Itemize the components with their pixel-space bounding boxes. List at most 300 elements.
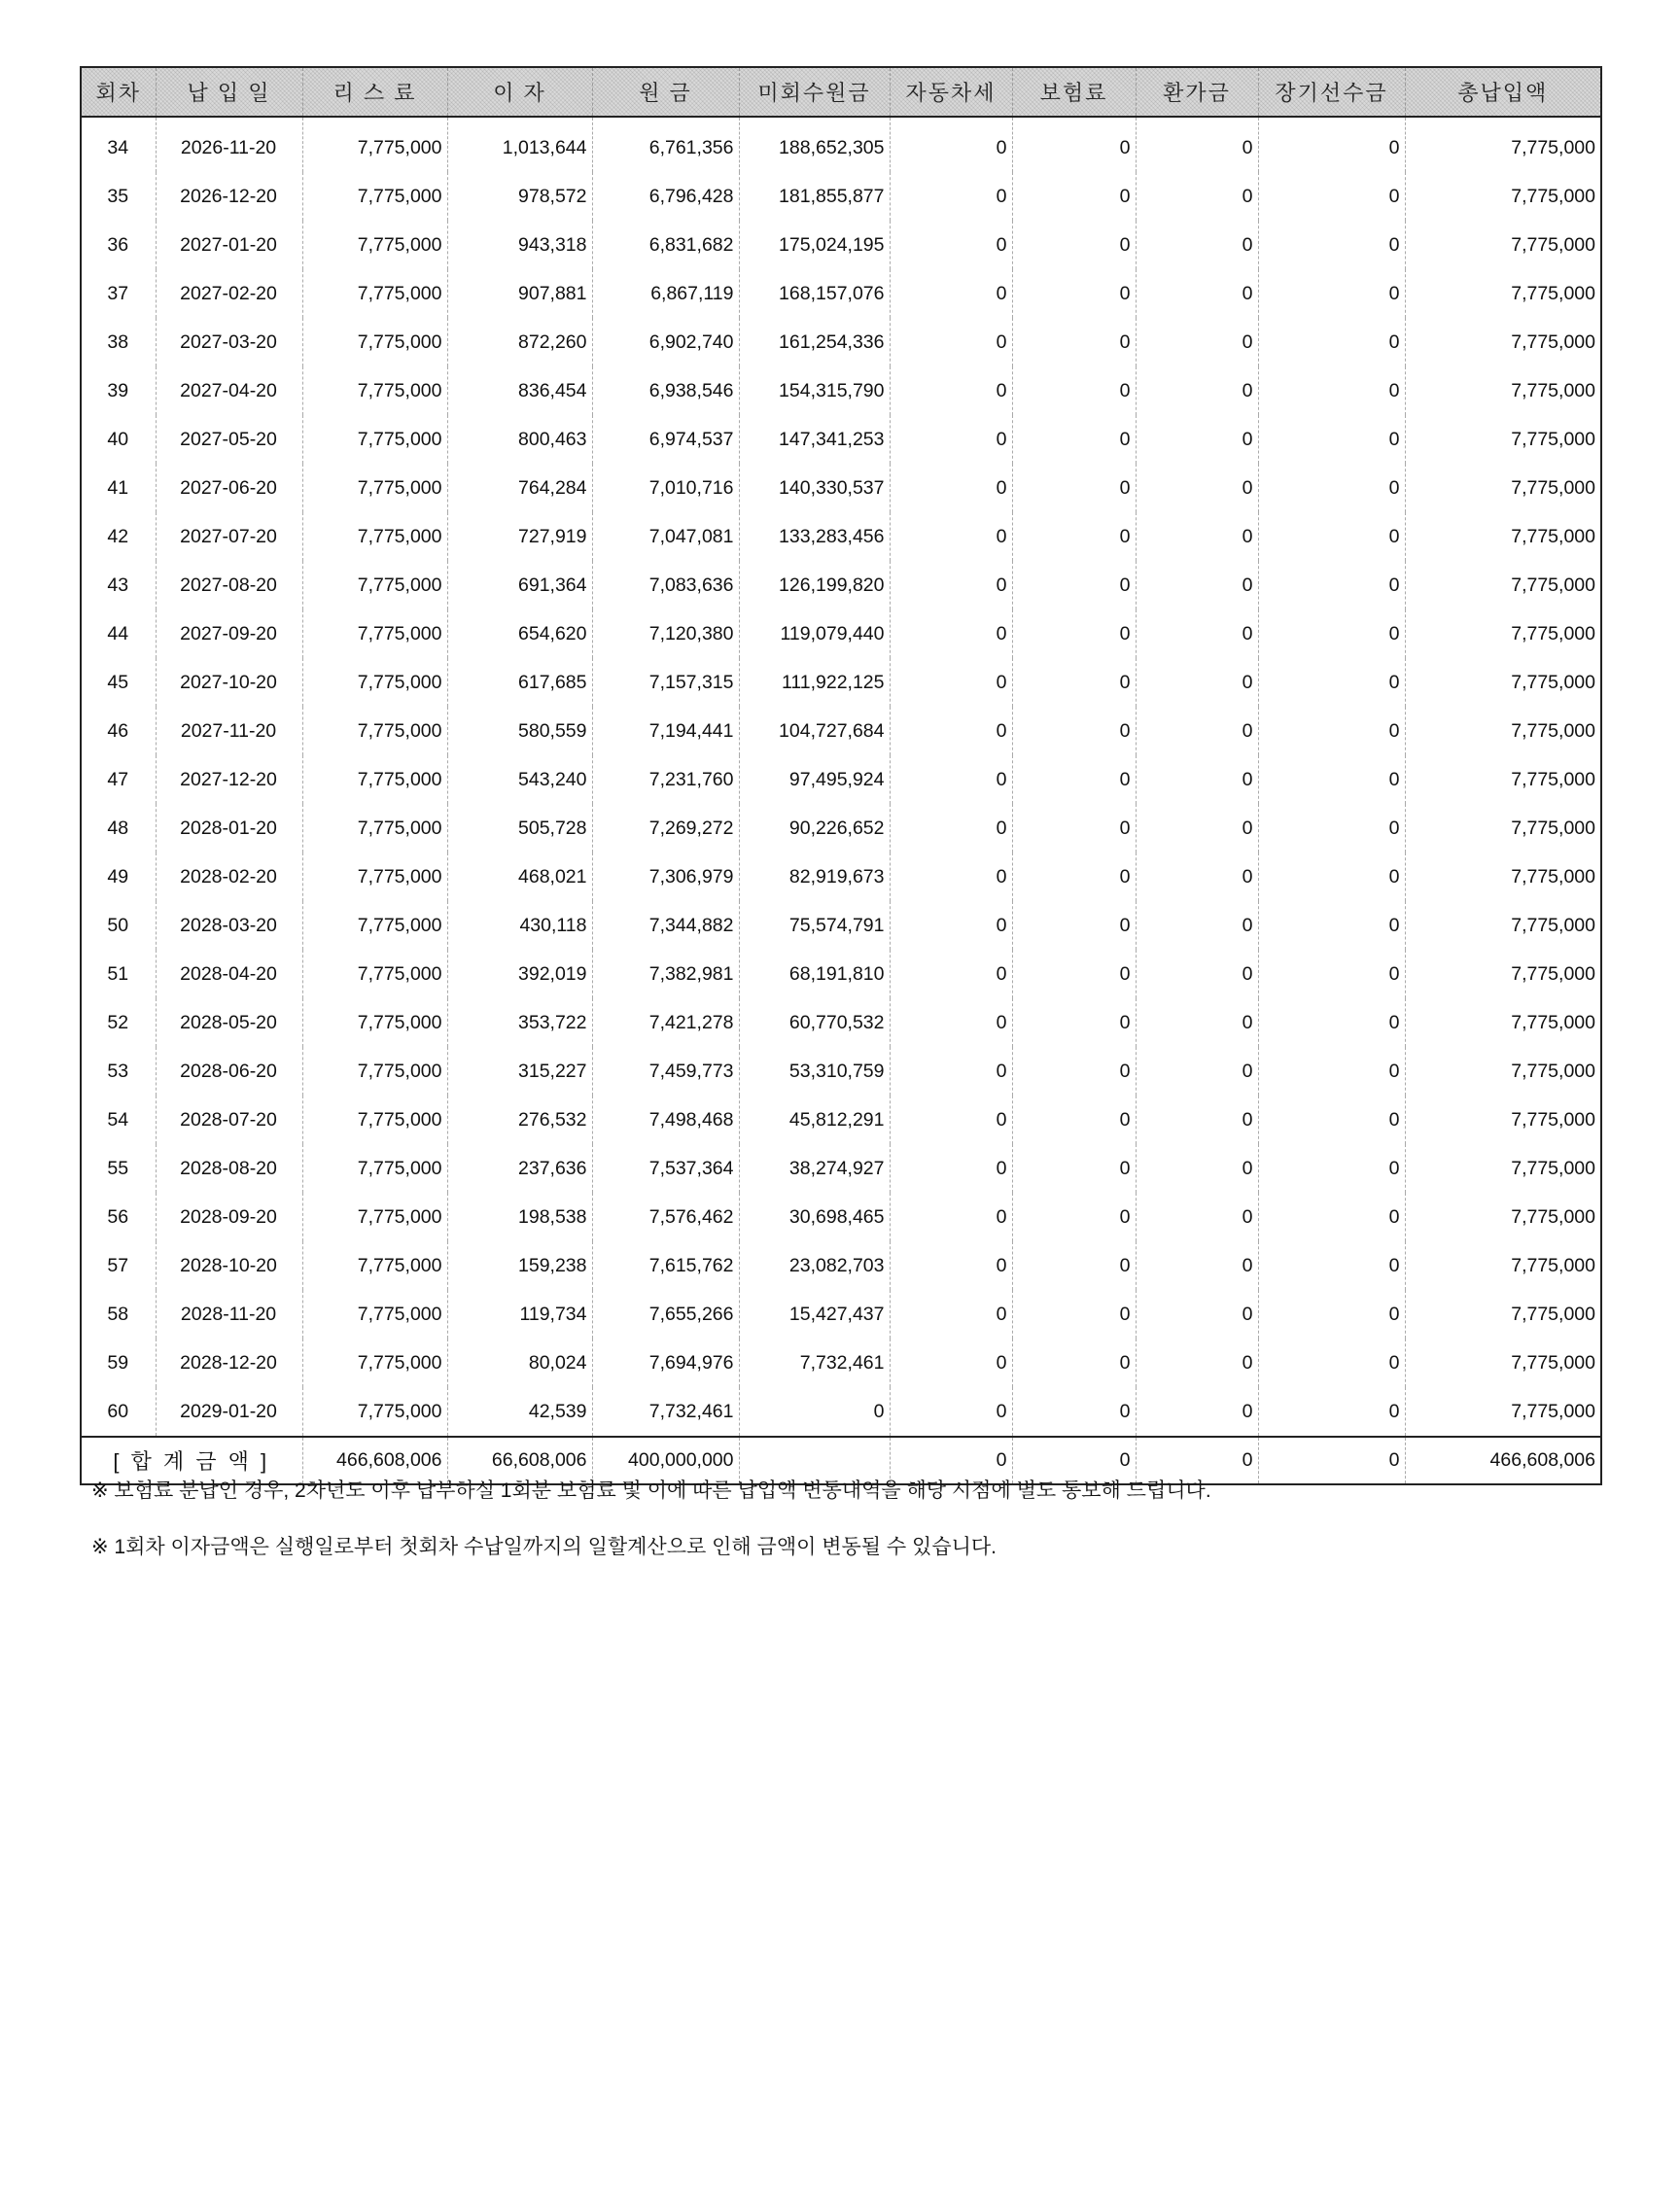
cell-car-tax: 0 — [890, 318, 1012, 366]
cell-conversion: 0 — [1136, 707, 1258, 755]
cell-payment-date: 2029-01-20 — [156, 1387, 302, 1437]
cell-insurance: 0 — [1012, 1290, 1136, 1339]
table-row — [81, 950, 1601, 998]
cell-total-payment: 7,775,000 — [1405, 1193, 1601, 1241]
cell-lease-fee: 7,775,000 — [302, 804, 447, 853]
table-row — [81, 707, 1601, 755]
total-payment-sum: 466,608,006 — [1405, 1437, 1601, 1484]
cell-installment: 34 — [107, 136, 129, 158]
cell-conversion: 0 — [1136, 901, 1258, 950]
col-header-insurance: 보험료 — [1012, 67, 1136, 117]
cell-conversion: 0 — [1136, 804, 1258, 853]
cell-insurance: 0 — [1012, 707, 1136, 755]
cell-insurance: 0 — [1012, 318, 1136, 366]
cell-installment: 35 — [107, 185, 129, 207]
table-row — [81, 172, 1601, 221]
cell-outstanding-principal: 168,157,076 — [739, 269, 890, 318]
cell-insurance: 0 — [1012, 464, 1136, 512]
cell-car-tax: 0 — [890, 1387, 1012, 1437]
cell-outstanding-principal: 97,495,924 — [739, 755, 890, 804]
cell-car-tax: 0 — [890, 512, 1012, 561]
cell-lease-fee: 7,775,000 — [302, 707, 447, 755]
cell-installment: 53 — [107, 1060, 129, 1082]
cell-interest: 80,024 — [447, 1339, 592, 1387]
col-header-car-tax: 자동차세 — [890, 67, 1012, 117]
cell-conversion: 0 — [1136, 512, 1258, 561]
cell-outstanding-principal: 126,199,820 — [739, 561, 890, 609]
cell-installment: 59 — [107, 1351, 129, 1374]
cell-insurance: 0 — [1012, 1339, 1136, 1387]
col-header-long-term-advance: 장기선수금 — [1258, 67, 1405, 117]
table-row — [81, 1387, 1601, 1437]
col-header-total-payment: 총납입액 — [1405, 67, 1601, 117]
cell-long-term-advance: 0 — [1258, 1241, 1405, 1290]
cell-insurance: 0 — [1012, 804, 1136, 853]
cell-interest: 872,260 — [447, 318, 592, 366]
cell-car-tax: 0 — [890, 755, 1012, 804]
total-interest: 66,608,006 — [447, 1437, 592, 1484]
cell-installment: 47 — [107, 768, 129, 790]
cell-payment-date: 2027-03-20 — [156, 318, 302, 366]
cell-outstanding-principal: 181,855,877 — [739, 172, 890, 221]
cell-interest: 943,318 — [447, 221, 592, 269]
cell-principal: 7,694,976 — [592, 1339, 739, 1387]
cell-installment: 37 — [107, 282, 129, 304]
cell-installment: 43 — [107, 574, 129, 596]
cell-payment-date: 2028-10-20 — [156, 1241, 302, 1290]
cell-payment-date: 2028-05-20 — [156, 998, 302, 1047]
cell-insurance: 0 — [1012, 512, 1136, 561]
cell-lease-fee: 7,775,000 — [302, 658, 447, 707]
cell-interest: 119,734 — [447, 1290, 592, 1339]
cell-principal: 7,120,380 — [592, 609, 739, 658]
cell-installment: 40 — [107, 428, 129, 450]
cell-interest: 580,559 — [447, 707, 592, 755]
cell-conversion: 0 — [1136, 1387, 1258, 1437]
cell-long-term-advance: 0 — [1258, 1144, 1405, 1193]
col-header-lease-fee: 리 스 료 — [302, 67, 447, 117]
table-row — [81, 1339, 1601, 1387]
cell-interest: 353,722 — [447, 998, 592, 1047]
cell-car-tax: 0 — [890, 804, 1012, 853]
table-row — [81, 1241, 1601, 1290]
cell-principal: 6,938,546 — [592, 366, 739, 415]
col-header-outstanding-principal: 미회수원금 — [739, 67, 890, 117]
cell-conversion: 0 — [1136, 1096, 1258, 1144]
cell-insurance: 0 — [1012, 658, 1136, 707]
cell-long-term-advance: 0 — [1258, 755, 1405, 804]
cell-car-tax: 0 — [890, 658, 1012, 707]
cell-long-term-advance: 0 — [1258, 1047, 1405, 1096]
cell-payment-date: 2027-04-20 — [156, 366, 302, 415]
cell-total-payment: 7,775,000 — [1405, 512, 1601, 561]
cell-principal: 6,796,428 — [592, 172, 739, 221]
cell-total-payment: 7,775,000 — [1405, 1144, 1601, 1193]
payment-schedule-table — [80, 66, 1602, 1485]
total-principal: 400,000,000 — [592, 1437, 739, 1484]
cell-car-tax: 0 — [890, 1096, 1012, 1144]
cell-payment-date: 2027-11-20 — [156, 707, 302, 755]
cell-insurance: 0 — [1012, 415, 1136, 464]
cell-lease-fee: 7,775,000 — [302, 1193, 447, 1241]
cell-car-tax: 0 — [890, 1144, 1012, 1193]
cell-long-term-advance: 0 — [1258, 707, 1405, 755]
cell-outstanding-principal: 82,919,673 — [739, 853, 890, 901]
table-row — [81, 221, 1601, 269]
cell-principal: 7,421,278 — [592, 998, 739, 1047]
cell-outstanding-principal: 111,922,125 — [739, 658, 890, 707]
cell-installment: 36 — [107, 233, 129, 256]
cell-outstanding-principal: 38,274,927 — [739, 1144, 890, 1193]
table-row — [81, 415, 1601, 464]
cell-outstanding-principal: 7,732,461 — [739, 1339, 890, 1387]
cell-installment: 39 — [107, 379, 129, 401]
col-header-conversion: 환가금 — [1136, 67, 1258, 117]
cell-lease-fee: 7,775,000 — [302, 1047, 447, 1096]
cell-interest: 42,539 — [447, 1387, 592, 1437]
cell-car-tax: 0 — [890, 853, 1012, 901]
cell-installment: 57 — [107, 1254, 129, 1276]
cell-total-payment: 7,775,000 — [1405, 1339, 1601, 1387]
table-row — [81, 1290, 1601, 1339]
cell-car-tax: 0 — [890, 172, 1012, 221]
cell-payment-date: 2027-02-20 — [156, 269, 302, 318]
cell-long-term-advance: 0 — [1258, 1387, 1405, 1437]
cell-interest: 907,881 — [447, 269, 592, 318]
cell-installment: 48 — [107, 817, 129, 839]
cell-insurance: 0 — [1012, 269, 1136, 318]
cell-insurance: 0 — [1012, 366, 1136, 415]
cell-total-payment: 7,775,000 — [1405, 366, 1601, 415]
cell-interest: 1,013,644 — [447, 117, 592, 172]
total-label: [ 합 계 금 액 ] — [81, 1437, 302, 1484]
cell-installment: 49 — [107, 865, 129, 888]
cell-interest: 691,364 — [447, 561, 592, 609]
cell-total-payment: 7,775,000 — [1405, 1047, 1601, 1096]
cell-interest: 617,685 — [447, 658, 592, 707]
cell-total-payment: 7,775,000 — [1405, 950, 1601, 998]
cell-total-payment: 7,775,000 — [1405, 561, 1601, 609]
col-header-principal: 원 금 — [592, 67, 739, 117]
cell-lease-fee: 7,775,000 — [302, 609, 447, 658]
cell-conversion: 0 — [1136, 1193, 1258, 1241]
cell-installment: 55 — [107, 1157, 129, 1179]
cell-insurance: 0 — [1012, 853, 1136, 901]
cell-lease-fee: 7,775,000 — [302, 561, 447, 609]
cell-lease-fee: 7,775,000 — [302, 1096, 447, 1144]
cell-interest: 198,538 — [447, 1193, 592, 1241]
cell-long-term-advance: 0 — [1258, 366, 1405, 415]
footnotes — [91, 1477, 1608, 1562]
table-row — [81, 609, 1601, 658]
cell-installment: 41 — [107, 476, 129, 499]
cell-car-tax: 0 — [890, 464, 1012, 512]
table-row — [81, 658, 1601, 707]
header-row — [81, 67, 1601, 117]
cell-conversion: 0 — [1136, 269, 1258, 318]
cell-interest: 505,728 — [447, 804, 592, 853]
cell-lease-fee: 7,775,000 — [302, 1144, 447, 1193]
cell-payment-date: 2028-11-20 — [156, 1290, 302, 1339]
cell-insurance: 0 — [1012, 561, 1136, 609]
cell-total-payment: 7,775,000 — [1405, 1387, 1601, 1437]
cell-interest: 159,238 — [447, 1241, 592, 1290]
cell-lease-fee: 7,775,000 — [302, 366, 447, 415]
cell-installment: 45 — [107, 671, 129, 693]
table-row — [81, 804, 1601, 853]
cell-lease-fee: 7,775,000 — [302, 1339, 447, 1387]
cell-interest: 430,118 — [447, 901, 592, 950]
cell-installment: 60 — [107, 1400, 129, 1422]
cell-payment-date: 2027-07-20 — [156, 512, 302, 561]
cell-insurance: 0 — [1012, 172, 1136, 221]
cell-payment-date: 2028-01-20 — [156, 804, 302, 853]
cell-car-tax: 0 — [890, 1241, 1012, 1290]
cell-car-tax: 0 — [890, 707, 1012, 755]
cell-conversion: 0 — [1136, 1047, 1258, 1096]
total-long-term-advance: 0 — [1258, 1437, 1405, 1484]
cell-lease-fee: 7,775,000 — [302, 1241, 447, 1290]
cell-principal: 6,761,356 — [592, 117, 739, 172]
cell-lease-fee: 7,775,000 — [302, 755, 447, 804]
cell-insurance: 0 — [1012, 1193, 1136, 1241]
cell-principal: 7,537,364 — [592, 1144, 739, 1193]
table-row — [81, 901, 1601, 950]
cell-outstanding-principal: 68,191,810 — [739, 950, 890, 998]
cell-payment-date: 2028-02-20 — [156, 853, 302, 901]
cell-payment-date: 2027-01-20 — [156, 221, 302, 269]
cell-lease-fee: 7,775,000 — [302, 172, 447, 221]
cell-principal: 7,047,081 — [592, 512, 739, 561]
cell-payment-date: 2028-09-20 — [156, 1193, 302, 1241]
table-row — [81, 998, 1601, 1047]
cell-conversion: 0 — [1136, 950, 1258, 998]
cell-insurance: 0 — [1012, 1387, 1136, 1437]
cell-total-payment: 7,775,000 — [1405, 117, 1601, 172]
cell-car-tax: 0 — [890, 901, 1012, 950]
cell-long-term-advance: 0 — [1258, 950, 1405, 998]
cell-long-term-advance: 0 — [1258, 901, 1405, 950]
cell-total-payment: 7,775,000 — [1405, 658, 1601, 707]
cell-installment: 54 — [107, 1108, 129, 1131]
cell-long-term-advance: 0 — [1258, 1339, 1405, 1387]
cell-principal: 7,269,272 — [592, 804, 739, 853]
cell-payment-date: 2028-07-20 — [156, 1096, 302, 1144]
cell-interest: 800,463 — [447, 415, 592, 464]
cell-payment-date: 2026-12-20 — [156, 172, 302, 221]
cell-insurance: 0 — [1012, 755, 1136, 804]
total-lease-fee: 466,608,006 — [302, 1437, 447, 1484]
cell-lease-fee: 7,775,000 — [302, 998, 447, 1047]
cell-conversion: 0 — [1136, 1144, 1258, 1193]
cell-payment-date: 2027-05-20 — [156, 415, 302, 464]
cell-principal: 7,655,266 — [592, 1290, 739, 1339]
cell-long-term-advance: 0 — [1258, 172, 1405, 221]
cell-outstanding-principal: 133,283,456 — [739, 512, 890, 561]
cell-principal: 7,157,315 — [592, 658, 739, 707]
cell-conversion: 0 — [1136, 318, 1258, 366]
total-insurance: 0 — [1012, 1437, 1136, 1484]
cell-lease-fee: 7,775,000 — [302, 318, 447, 366]
cell-long-term-advance: 0 — [1258, 512, 1405, 561]
cell-interest: 654,620 — [447, 609, 592, 658]
cell-principal: 6,974,537 — [592, 415, 739, 464]
cell-total-payment: 7,775,000 — [1405, 998, 1601, 1047]
cell-conversion: 0 — [1136, 853, 1258, 901]
cell-car-tax: 0 — [890, 1047, 1012, 1096]
cell-installment: 56 — [107, 1205, 129, 1228]
cell-outstanding-principal: 23,082,703 — [739, 1241, 890, 1290]
table-row — [81, 1047, 1601, 1096]
cell-outstanding-principal: 147,341,253 — [739, 415, 890, 464]
cell-insurance: 0 — [1012, 1047, 1136, 1096]
cell-total-payment: 7,775,000 — [1405, 464, 1601, 512]
cell-total-payment: 7,775,000 — [1405, 1096, 1601, 1144]
col-header-payment-date: 납 입 일 — [156, 67, 302, 117]
cell-principal: 7,498,468 — [592, 1096, 739, 1144]
cell-insurance: 0 — [1012, 998, 1136, 1047]
table-row — [81, 512, 1601, 561]
cell-conversion: 0 — [1136, 609, 1258, 658]
table-row — [81, 853, 1601, 901]
table-row — [81, 366, 1601, 415]
table-row — [81, 1096, 1601, 1144]
cell-outstanding-principal: 53,310,759 — [739, 1047, 890, 1096]
cell-installment: 38 — [107, 331, 129, 353]
cell-lease-fee: 7,775,000 — [302, 221, 447, 269]
cell-total-payment: 7,775,000 — [1405, 1241, 1601, 1290]
table-row — [81, 1144, 1601, 1193]
cell-lease-fee: 7,775,000 — [302, 1290, 447, 1339]
cell-conversion: 0 — [1136, 415, 1258, 464]
cell-conversion: 0 — [1136, 998, 1258, 1047]
cell-car-tax: 0 — [890, 1290, 1012, 1339]
cell-long-term-advance: 0 — [1258, 269, 1405, 318]
cell-outstanding-principal: 60,770,532 — [739, 998, 890, 1047]
cell-long-term-advance: 0 — [1258, 853, 1405, 901]
cell-outstanding-principal: 161,254,336 — [739, 318, 890, 366]
cell-total-payment: 7,775,000 — [1405, 609, 1601, 658]
cell-payment-date: 2028-08-20 — [156, 1144, 302, 1193]
cell-interest: 836,454 — [447, 366, 592, 415]
cell-conversion: 0 — [1136, 1241, 1258, 1290]
cell-total-payment: 7,775,000 — [1405, 318, 1601, 366]
cell-payment-date: 2027-06-20 — [156, 464, 302, 512]
cell-interest: 978,572 — [447, 172, 592, 221]
cell-car-tax: 0 — [890, 221, 1012, 269]
cell-outstanding-principal: 15,427,437 — [739, 1290, 890, 1339]
cell-interest: 392,019 — [447, 950, 592, 998]
cell-principal: 6,867,119 — [592, 269, 739, 318]
cell-principal: 7,732,461 — [592, 1387, 739, 1437]
cell-conversion: 0 — [1136, 561, 1258, 609]
cell-principal: 7,010,716 — [592, 464, 739, 512]
cell-long-term-advance: 0 — [1258, 1193, 1405, 1241]
cell-conversion: 0 — [1136, 366, 1258, 415]
cell-lease-fee: 7,775,000 — [302, 901, 447, 950]
table-row — [81, 1193, 1601, 1241]
cell-lease-fee: 7,775,000 — [302, 269, 447, 318]
cell-car-tax: 0 — [890, 609, 1012, 658]
cell-payment-date: 2028-04-20 — [156, 950, 302, 998]
cell-total-payment: 7,775,000 — [1405, 707, 1601, 755]
schedule-body — [81, 117, 1601, 1437]
cell-total-payment: 7,775,000 — [1405, 1290, 1601, 1339]
cell-installment: 58 — [107, 1303, 129, 1325]
note-interest: ※ 1회차 이자금액은 실행일로부터 첫회차 수납일까지의 일할계산으로 인해 금액이 변동될 수 있습니다. — [91, 1536, 998, 1558]
cell-insurance: 0 — [1012, 1241, 1136, 1290]
cell-principal: 7,194,441 — [592, 707, 739, 755]
cell-conversion: 0 — [1136, 658, 1258, 707]
cell-car-tax: 0 — [890, 1193, 1012, 1241]
cell-principal: 7,344,882 — [592, 901, 739, 950]
cell-long-term-advance: 0 — [1258, 221, 1405, 269]
cell-outstanding-principal: 0 — [739, 1387, 890, 1437]
cell-conversion: 0 — [1136, 1339, 1258, 1387]
cell-principal: 6,902,740 — [592, 318, 739, 366]
cell-total-payment: 7,775,000 — [1405, 755, 1601, 804]
cell-car-tax: 0 — [890, 1339, 1012, 1387]
cell-outstanding-principal: 140,330,537 — [739, 464, 890, 512]
cell-insurance: 0 — [1012, 901, 1136, 950]
cell-insurance: 0 — [1012, 1144, 1136, 1193]
cell-car-tax: 0 — [890, 950, 1012, 998]
cell-payment-date: 2028-12-20 — [156, 1339, 302, 1387]
cell-installment: 51 — [107, 962, 129, 985]
cell-interest: 315,227 — [447, 1047, 592, 1096]
cell-total-payment: 7,775,000 — [1405, 269, 1601, 318]
lease-schedule-sheet — [80, 66, 1600, 1485]
cell-principal: 6,831,682 — [592, 221, 739, 269]
table-row — [81, 318, 1601, 366]
cell-lease-fee: 7,775,000 — [302, 1387, 447, 1437]
cell-outstanding-principal: 75,574,791 — [739, 901, 890, 950]
cell-long-term-advance: 0 — [1258, 1096, 1405, 1144]
cell-long-term-advance: 0 — [1258, 318, 1405, 366]
note-insurance: ※ 보험료 분납인 경우, 2차년도 이후 납부하실 1회분 보험료 및 이에 따른 납입액 변동내역을 해당 시점에 별도 통보해 드립니다. — [91, 1479, 1211, 1502]
cell-outstanding-principal: 175,024,195 — [739, 221, 890, 269]
cell-payment-date: 2028-03-20 — [156, 901, 302, 950]
cell-principal: 7,382,981 — [592, 950, 739, 998]
cell-car-tax: 0 — [890, 117, 1012, 172]
cell-installment: 42 — [107, 525, 129, 547]
cell-payment-date: 2027-09-20 — [156, 609, 302, 658]
cell-outstanding-principal: 154,315,790 — [739, 366, 890, 415]
cell-principal: 7,231,760 — [592, 755, 739, 804]
cell-installment: 50 — [107, 914, 129, 936]
cell-total-payment: 7,775,000 — [1405, 804, 1601, 853]
cell-insurance: 0 — [1012, 221, 1136, 269]
cell-outstanding-principal: 104,727,684 — [739, 707, 890, 755]
cell-interest: 237,636 — [447, 1144, 592, 1193]
total-conversion: 0 — [1136, 1437, 1258, 1484]
cell-long-term-advance: 0 — [1258, 464, 1405, 512]
cell-insurance: 0 — [1012, 1096, 1136, 1144]
cell-long-term-advance: 0 — [1258, 117, 1405, 172]
cell-lease-fee: 7,775,000 — [302, 512, 447, 561]
cell-long-term-advance: 0 — [1258, 804, 1405, 853]
cell-payment-date: 2027-10-20 — [156, 658, 302, 707]
table-row — [81, 464, 1601, 512]
cell-insurance: 0 — [1012, 609, 1136, 658]
cell-outstanding-principal: 45,812,291 — [739, 1096, 890, 1144]
cell-car-tax: 0 — [890, 998, 1012, 1047]
cell-lease-fee: 7,775,000 — [302, 117, 447, 172]
cell-total-payment: 7,775,000 — [1405, 415, 1601, 464]
cell-principal: 7,083,636 — [592, 561, 739, 609]
cell-payment-date: 2028-06-20 — [156, 1047, 302, 1096]
col-header-installment: 회차 — [81, 67, 156, 117]
